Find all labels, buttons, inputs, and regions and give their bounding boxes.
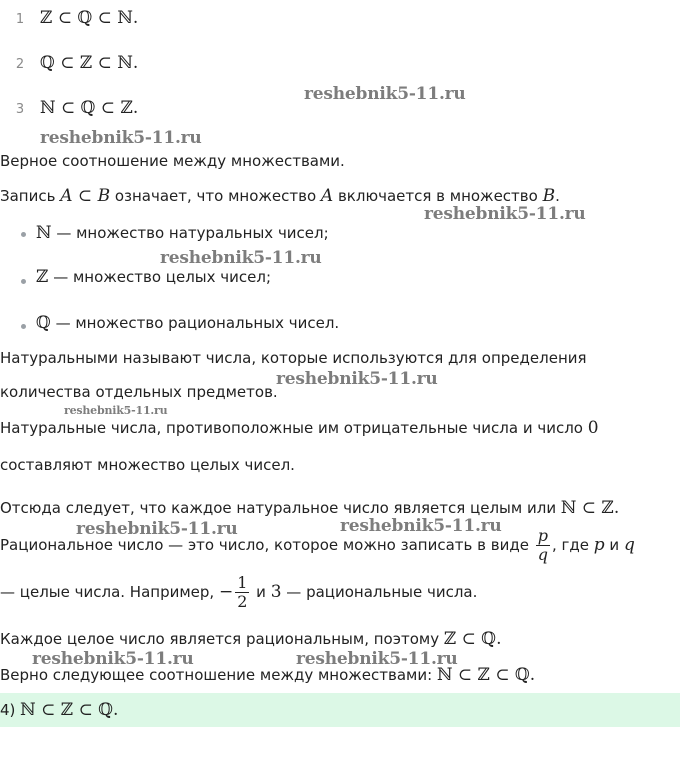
- watermark: reshebnik5-11.ru: [276, 369, 438, 389]
- set-symbol: ℕ: [36, 223, 52, 243]
- bullet-natural: [36, 222, 329, 244]
- var-b: B: [542, 186, 556, 206]
- watermark: reshebnik5-11.ru: [296, 649, 458, 669]
- bullet-dot: [21, 232, 26, 237]
- text: Каждое целое число является рациональным, поэтому: [0, 630, 444, 648]
- text: означает, что множество: [110, 187, 321, 205]
- answer-line: [0, 699, 118, 721]
- bullet-integer: [36, 266, 271, 288]
- option-number: 3: [15, 102, 25, 117]
- option-expression: ℚ ⊂ ℤ ⊂ ℕ.: [40, 53, 139, 73]
- zero-number: 0: [587, 418, 599, 438]
- bullet-dot: [21, 324, 26, 329]
- hence-sentence: [0, 497, 619, 519]
- example-sentence: [0, 570, 477, 614]
- minus-sign: −: [218, 582, 234, 602]
- text: Рациональное число — это число, которое можно записать в виде: [0, 536, 534, 554]
- bullet-text: — множество целых чисел;: [48, 268, 272, 286]
- watermark: reshebnik5-11.ru: [304, 84, 466, 104]
- watermark: reshebnik5-11.ru: [76, 519, 238, 539]
- text: Натуральные числа, противоположные им отрицательные числа и число: [0, 419, 588, 437]
- watermark: reshebnik5-11.ru: [424, 204, 586, 224]
- option-expression: ℕ ⊂ ℚ ⊂ ℤ.: [40, 98, 139, 118]
- option-1: [0, 6, 138, 32]
- math-expression: ℕ ⊂ ℤ.: [560, 498, 620, 518]
- watermark: reshebnik5-11.ru: [40, 128, 202, 148]
- set-symbol: ℤ: [36, 267, 49, 287]
- watermark: reshebnik5-11.ru: [340, 516, 502, 536]
- option-3: [0, 96, 138, 122]
- text: Отсюда следует, что каждое натуральное число является целым или: [0, 499, 561, 517]
- every-integer-sentence: [0, 628, 502, 650]
- integers-definition-line1: [0, 417, 599, 439]
- text: , где: [551, 536, 594, 554]
- text: — целые числа. Например,: [0, 583, 219, 601]
- watermark: reshebnik5-11.ru: [32, 649, 194, 669]
- var-b: B: [97, 186, 111, 206]
- fraction-p-over-q: [536, 527, 550, 564]
- text: — рациональные числа.: [281, 583, 478, 601]
- text: .: [555, 187, 560, 205]
- fraction-one-half: [235, 574, 249, 611]
- option-expression: ℤ ⊂ ℚ ⊂ ℕ.: [40, 8, 139, 28]
- answer-prefix: 4): [0, 701, 21, 719]
- bullet-dot: [21, 279, 26, 284]
- numerator: p: [537, 526, 548, 545]
- option-number: 2: [15, 57, 25, 72]
- numerator: 1: [237, 573, 248, 592]
- answer-box: [0, 693, 680, 727]
- subset-symbol: ⊂: [72, 186, 98, 206]
- bullet-rational: [36, 312, 339, 334]
- text: Запись: [0, 187, 61, 205]
- var-q: q: [623, 535, 635, 555]
- var-p: p: [593, 535, 605, 555]
- option-number: 1: [15, 12, 25, 27]
- bullet-text: — множество рациональных чисел.: [50, 314, 340, 332]
- solution-heading: Верное соотношение между множествами.: [0, 152, 345, 170]
- bullet-text: — множество натуральных чисел;: [51, 224, 329, 242]
- var-a: A: [60, 186, 73, 206]
- watermark: reshebnik5-11.ru: [64, 404, 168, 417]
- text: включается в множество: [333, 187, 543, 205]
- watermark: reshebnik5-11.ru: [160, 248, 322, 268]
- set-symbol: ℚ: [36, 313, 51, 333]
- denominator: q: [537, 545, 548, 564]
- number-three: 3: [270, 582, 282, 602]
- option-2: [0, 51, 138, 77]
- text: и: [251, 583, 271, 601]
- denominator: 2: [237, 592, 248, 611]
- natural-definition-line1: Натуральными называют числа, которые используются для определения: [0, 349, 587, 367]
- math-expression: ℕ ⊂ ℤ ⊂ ℚ.: [436, 665, 536, 685]
- integers-definition-line2: составляют множество целых чисел.: [0, 456, 295, 474]
- natural-definition-line2: количества отдельных предметов.: [0, 383, 278, 401]
- text: Верно следующее соотношение между множествами:: [0, 666, 437, 684]
- answer-expression: ℕ ⊂ ℤ ⊂ ℚ.: [20, 700, 119, 720]
- text: и: [604, 536, 624, 554]
- var-a: A: [320, 186, 334, 206]
- math-expression: ℤ ⊂ ℚ.: [443, 629, 502, 649]
